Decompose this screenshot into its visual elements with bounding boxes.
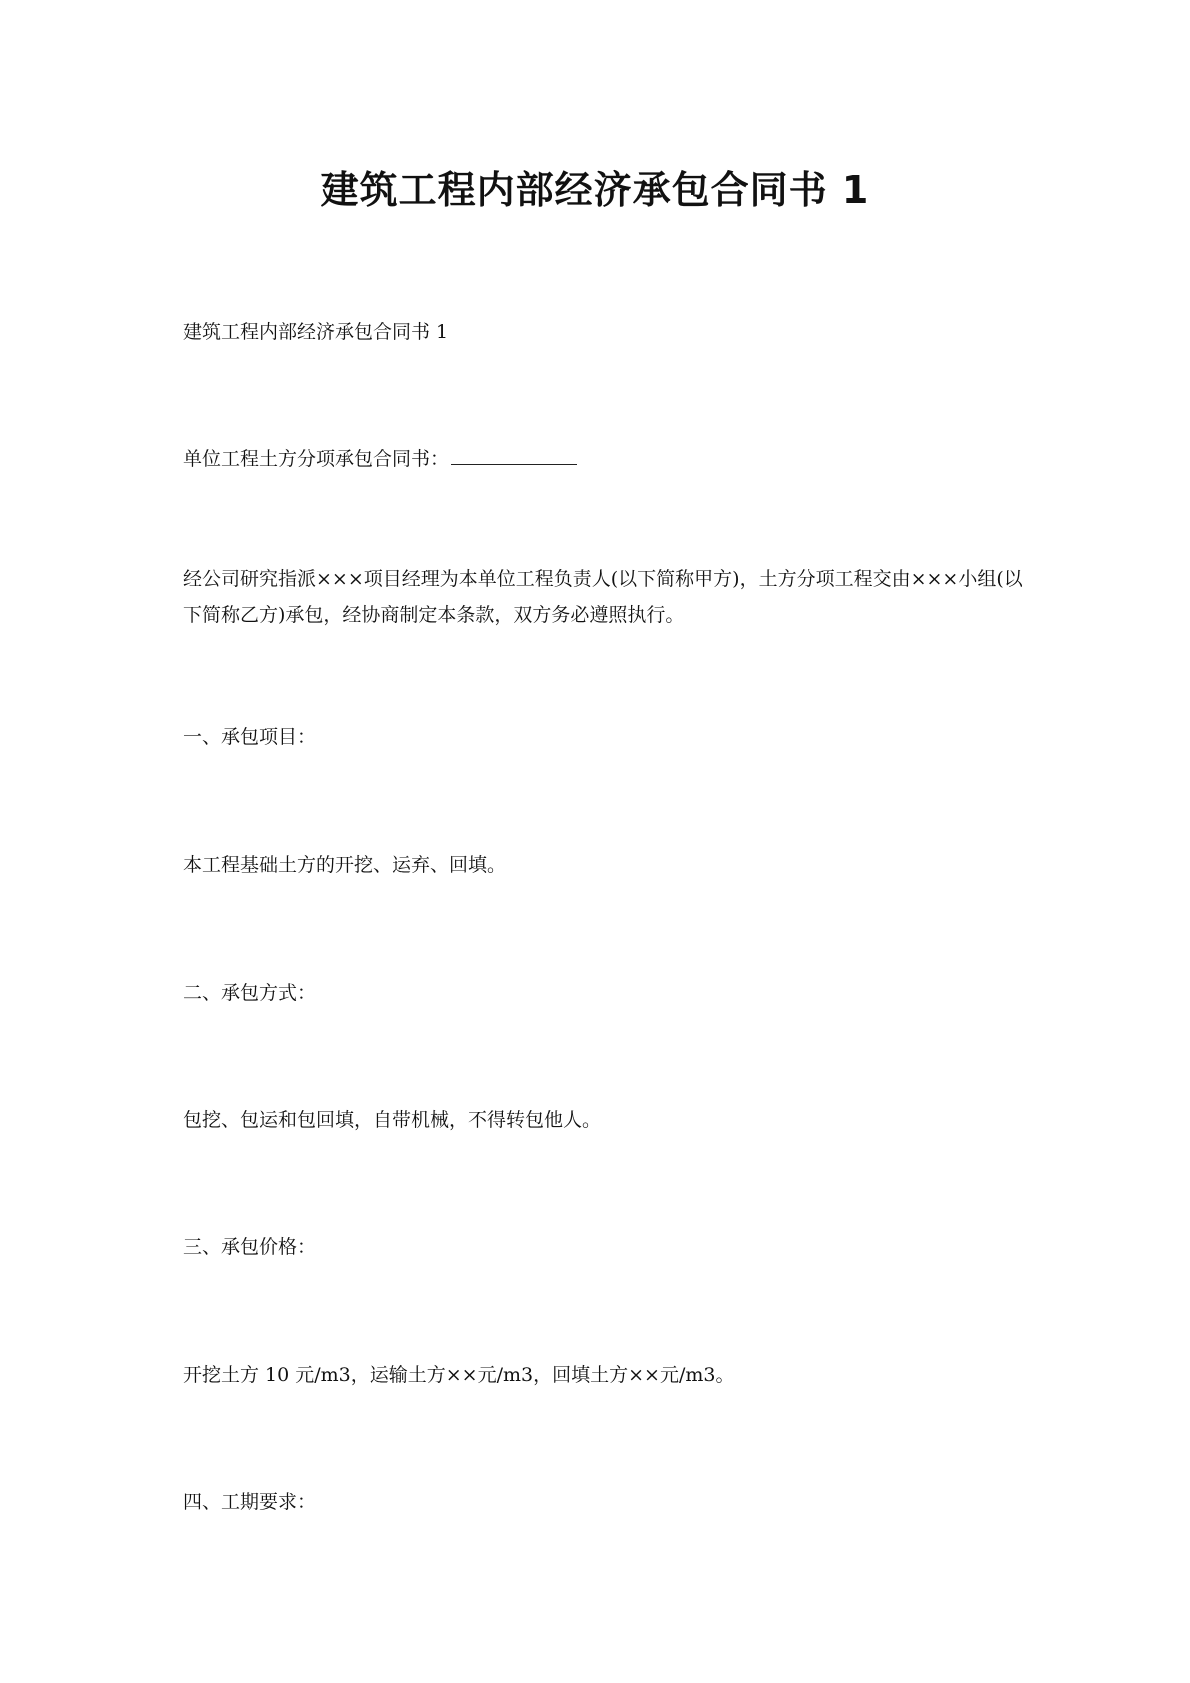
section-3-body: 开挖土方 10 元/m3，运输土方××元/m3，回填土方××元/m3。 [183,1364,735,1386]
contract-number-blank [451,463,577,465]
section-1-heading: 一、承包项目： [183,726,317,748]
intro-paragraph: 经公司研究指派×××项目经理为本单位工程负责人(以下简称甲方)，土方分项工程交由×××小组(以下简称乙方)承包，经协商制定本条款，双方务必遵照执行。 [183,568,1023,626]
contract-number-line [183,441,1023,477]
section-2-body: 包挖、包运和包回填，自带机械，不得转包他人。 [183,1109,602,1131]
section-2-heading: 二、承包方式： [183,982,317,1004]
document-title: 建筑工程内部经济承包合同书 1 [320,168,870,212]
section-1-body: 本工程基础土方的开挖、运弃、回填。 [183,854,507,876]
contract-number-label: 单位工程土方分项承包合同书： [183,448,450,470]
document-subtitle: 建筑工程内部经济承包合同书 1 [183,321,449,343]
section-4-heading: 四、工期要求： [183,1491,317,1513]
section-3-heading: 三、承包价格： [183,1236,317,1258]
